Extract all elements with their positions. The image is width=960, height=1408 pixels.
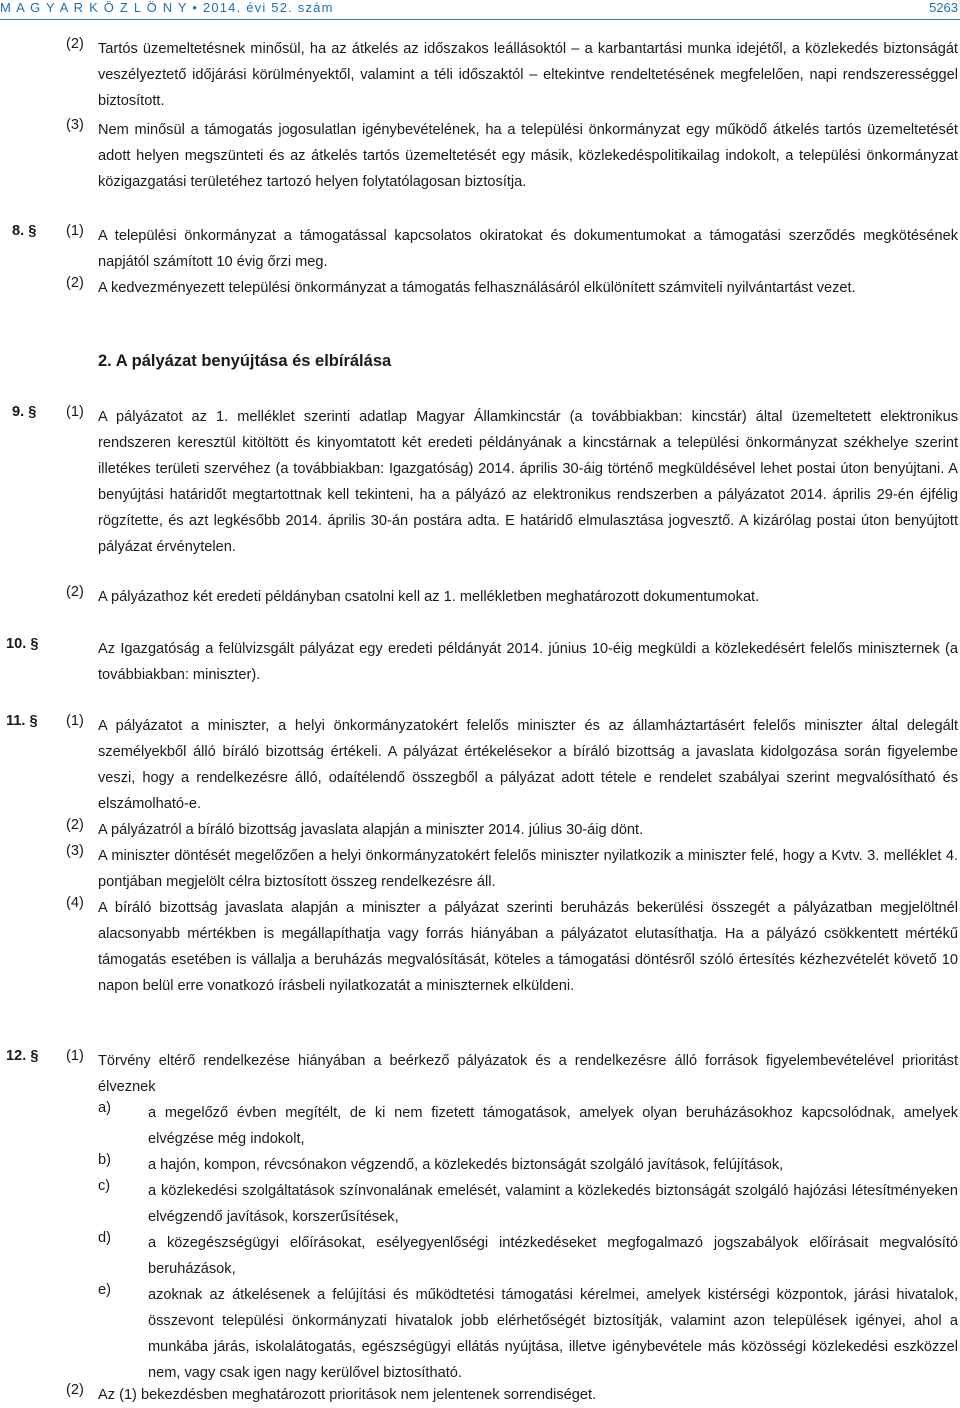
section-number: 12. § (6, 1048, 39, 1064)
paragraph-number: (4) (66, 895, 84, 911)
section-number: 8. § (12, 223, 37, 239)
paragraph-number: (1) (66, 404, 84, 420)
paragraph-text: A pályázatot a miniszter, a helyi önkormányzatokért felelős miniszter és az államháztartásért felelős miniszter által delegált személyekből álló bíráló bizottság értékeli. A pályázat értékelésekor a bíráló bizottság a javaslata kidolgozása során figyelembe veszi, hogy a rendelkezésre álló, odaítélendő összegből a pályázat adott tétele e rendelet szabályai szerint megvalósítható és elszámolható-e. (98, 718, 958, 812)
chapter-heading: 2. A pályázat benyújtása és elbírálása (98, 352, 392, 370)
paragraph-text: A pályázathoz két eredeti példányban csatolni kell az 1. mellékletben meghatározott dokumentumokat. (98, 589, 760, 605)
paragraph-text: A bíráló bizottság javaslata alapján a miniszter a pályázat szerinti beruházás bekerülési összegét a pályázatban megjelöltnél alacsonyabb mértékben is megállapíthatja vagy forrás hiányában a pályázatot elutasíthatja. Ha a pályázó csökkentett mértékű támogatás esetében is vállalja a beruházás megvalósítását, köteles a támogatási döntésről szóló értesítés kézhezvételét követő 10 napon belül erre vonatkozó írásbeli nyilatkozatát a miniszternek elküldeni. (98, 900, 958, 994)
list-item-label: e) (98, 1282, 111, 1298)
paragraph-text: A pályázatot az 1. melléklet szerinti adatlap Magyar Államkincstár (a továbbiakban: kincstár) által üzemeltetett elektronikus rendszeren keresztül kitöltött és kinyomtatott két eredeti példányának a kincstárnak a települési önkormányzat székhelye szerint illetékes területi szervéhez (a továbbiakban: Igazgatóság) 2014. április 30-áig történő megküldésével lehet postai úton benyújtani. A benyújtási határidőt megtartottnak kell tekinteni, ha a pályázó az elektronikus rendszerben a pályázatot 2014. április 29-én éjfélig rögzítette, és azt legkésőbb 2014. április 30-án postára adta. E határidő elmulasztása jogvesztő. A kizárólag postai úton benyújtott pályázat érvénytelen. (98, 409, 958, 555)
list-item-text: a közlekedési szolgáltatások színvonalának emelését, valamint a közlekedés biztonságát szolgáló hajózási létesítményeken elvégzendő javítások, korszerűsítések, (148, 1183, 958, 1225)
list-item-label: c) (98, 1178, 111, 1194)
list-item-label: b) (98, 1152, 111, 1168)
paragraph-number: (2) (66, 584, 84, 600)
paragraph-number: (2) (66, 1382, 84, 1398)
list-item-text: a hajón, kompon, révcsónakon végzendő, a közlekedés biztonságát szolgáló javítások, felújítások, (148, 1157, 784, 1173)
paragraph-text: A települési önkormányzat a támogatással kapcsolatos okiratokat és dokumentumokat a támogatási szerződés megkötésének napjától számított 10 évig őrzi meg. (98, 228, 958, 270)
paragraph-number: (2) (66, 275, 84, 291)
paragraph-number: (3) (66, 843, 84, 859)
section-number: 11. § (6, 713, 38, 729)
paragraph-text: Az (1) bekezdésben meghatározott prioritások nem jelentenek sorrendiséget. (98, 1387, 597, 1403)
paragraph-number: (2) (66, 817, 84, 833)
list-item-label: d) (98, 1230, 111, 1246)
paragraph-text: A kedvezményezett települési önkormányzat a támogatás felhasználásáról elkülönített számviteli nyilvántartást vezet. (98, 280, 856, 296)
paragraph-number: (1) (66, 713, 84, 729)
paragraph-text: A pályázatról a bíráló bizottság javaslata alapján a miniszter 2014. július 30-áig dönt. (98, 822, 644, 838)
list-item-text: azoknak az átkelésenek a felújítási és működtetési támogatási kérelmei, amelyek kistérségi központok, járási hivatalok, összevont települési önkormányzati hivatalok jobb elérhetőségét biztosítják, valamint azon települések igényei, ahol a munkába járás, iskolalátogatás, egészségügyi ellátás nyújtása, illetve igénybevétele más közösségi közlekedési eszközzel nem, vagy csak igen nagy kerülővel biztosítható. (148, 1287, 958, 1381)
list-item-text: a közegészségügyi előírásokat, esélyegyenlőségi intézkedéseket megfogalmazó jogszabályok előírásait megvalósító beruházások, (148, 1235, 958, 1277)
page-header (0, 0, 960, 20)
paragraph-text: A miniszter döntését megelőzően a helyi önkormányzatokért felelős miniszter nyilatkozik a miniszter felé, hogy a Kvtv. 3. melléklet 4. pontjában megjelölt célra biztosított összeg rendelkezésre áll. (98, 848, 958, 890)
list-item-text: a megelőző évben megítélt, de ki nem fizetett támogatások, amelyek olyan beruházásokhoz kapcsolódnak, amelyek elvégzése még indokolt, (148, 1105, 958, 1147)
section-number: 9. § (12, 404, 37, 420)
paragraph-number: (2) (66, 36, 84, 52)
header-rule (0, 19, 960, 20)
page-number: 5263 (929, 0, 958, 15)
paragraph-number: (3) (66, 117, 84, 133)
paragraph-number: (1) (66, 1048, 84, 1064)
paragraph-text: Tartós üzemeltetésnek minősül, ha az átkelés az időszakos leállásoktól – a karbantartási munka idejétől, a közlekedés biztonságát veszélyeztető időjárási körülményektől, valamint a téli időszaktól – eltekintve rendeltetésének megfelelően, napi rendszerességgel biztosított. (98, 41, 958, 109)
journal-title: M A G Y A R K Ö Z L Ö N Y • 2014. évi 52. szám (0, 0, 334, 15)
list-item-label: a) (98, 1100, 111, 1116)
paragraph-text: Törvény eltérő rendelkezése hiányában a beérkező pályázatok és a rendelkezésre álló források figyelembevételével prioritást élveznek (98, 1053, 958, 1095)
paragraph-text: Az Igazgatóság a felülvizsgált pályázat egy eredeti példányát 2014. június 10-éig megküldi a közlekedésért felelős miniszternek (a továbbiakban: miniszter). (98, 641, 958, 683)
section-number: 10. § (6, 636, 39, 652)
paragraph-number: (1) (66, 223, 84, 239)
paragraph-text: Nem minősül a támogatás jogosulatlan igénybevételének, ha a települési önkormányzat egy működő átkelés tartós üzemeltetését adott helyen megszünteti és az átkelés tartós üzemeltetését egy másik, közlekedéspolitikailag indokolt, a települési önkormányzat közigazgatási területéhez tartozó helyen folytatólagosan biztosítja. (98, 122, 958, 190)
